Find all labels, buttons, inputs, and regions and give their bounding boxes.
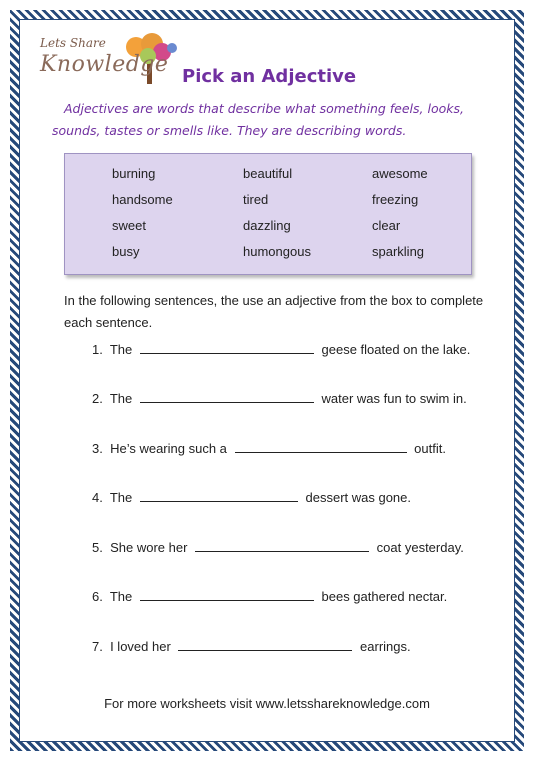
question-after: dessert was gone. <box>305 490 412 505</box>
question-6 <box>92 588 447 604</box>
word-item: handsome <box>112 192 173 207</box>
logo-text-bottom: Knowledge <box>40 52 169 77</box>
intro-text: Adjectives are words that describe what something feels, looks, sounds, tastes or smells like. They are describing words. <box>52 101 464 138</box>
question-number: 5. <box>92 540 103 555</box>
answer-blank[interactable] <box>235 440 407 453</box>
question-before: I loved her <box>110 639 171 654</box>
question-7 <box>92 638 411 654</box>
word-item: freezing <box>372 192 419 207</box>
word-item: humongous <box>243 244 311 259</box>
question-number: 1. <box>92 342 103 357</box>
question-after: coat yesterday. <box>376 540 464 555</box>
question-before: He’s wearing such a <box>110 441 227 456</box>
question-after: bees gathered nectar. <box>321 589 448 604</box>
word-item: burning <box>112 166 156 181</box>
word-item: clear <box>372 218 401 233</box>
word-item: busy <box>112 244 140 259</box>
word-item: sweet <box>112 218 146 233</box>
site-logo <box>30 30 180 90</box>
worksheet-title: Pick an Adjective <box>182 66 357 87</box>
answer-blank[interactable] <box>140 588 314 601</box>
question-number: 4. <box>92 490 103 505</box>
question-after: outfit. <box>414 441 446 456</box>
question-5 <box>92 539 464 555</box>
question-after: geese floated on the lake. <box>321 342 471 357</box>
answer-blank[interactable] <box>140 489 298 502</box>
word-item: sparkling <box>372 244 425 259</box>
question-before: The <box>109 391 133 406</box>
question-number: 2. <box>92 391 103 406</box>
question-before: The <box>109 342 133 357</box>
question-2 <box>92 390 467 406</box>
question-1 <box>92 341 470 357</box>
question-3 <box>92 440 446 456</box>
logo-text-top: Lets Share <box>40 36 106 50</box>
word-bank <box>64 153 472 275</box>
answer-blank[interactable] <box>140 390 314 403</box>
instructions: In the following sentences, the use an adjective from the box to complete each sentence. <box>64 293 484 330</box>
question-after: earrings. <box>360 639 411 654</box>
question-number: 7. <box>92 639 103 654</box>
question-number: 6. <box>92 589 103 604</box>
question-before: The <box>109 589 133 604</box>
question-before: She wore her <box>110 540 188 555</box>
word-item: awesome <box>372 166 428 181</box>
answer-blank[interactable] <box>178 638 352 651</box>
answer-blank[interactable] <box>195 539 369 552</box>
question-before: The <box>109 490 133 505</box>
question-after: water was fun to swim in. <box>321 391 467 406</box>
word-item: beautiful <box>243 166 293 181</box>
word-item: dazzling <box>243 218 291 233</box>
question-number: 3. <box>92 441 103 456</box>
answer-blank[interactable] <box>140 341 314 354</box>
question-4 <box>92 489 411 505</box>
footer-link-text: For more worksheets visit www.letsshareknowledge.com <box>104 696 430 711</box>
word-item: tired <box>243 192 269 207</box>
